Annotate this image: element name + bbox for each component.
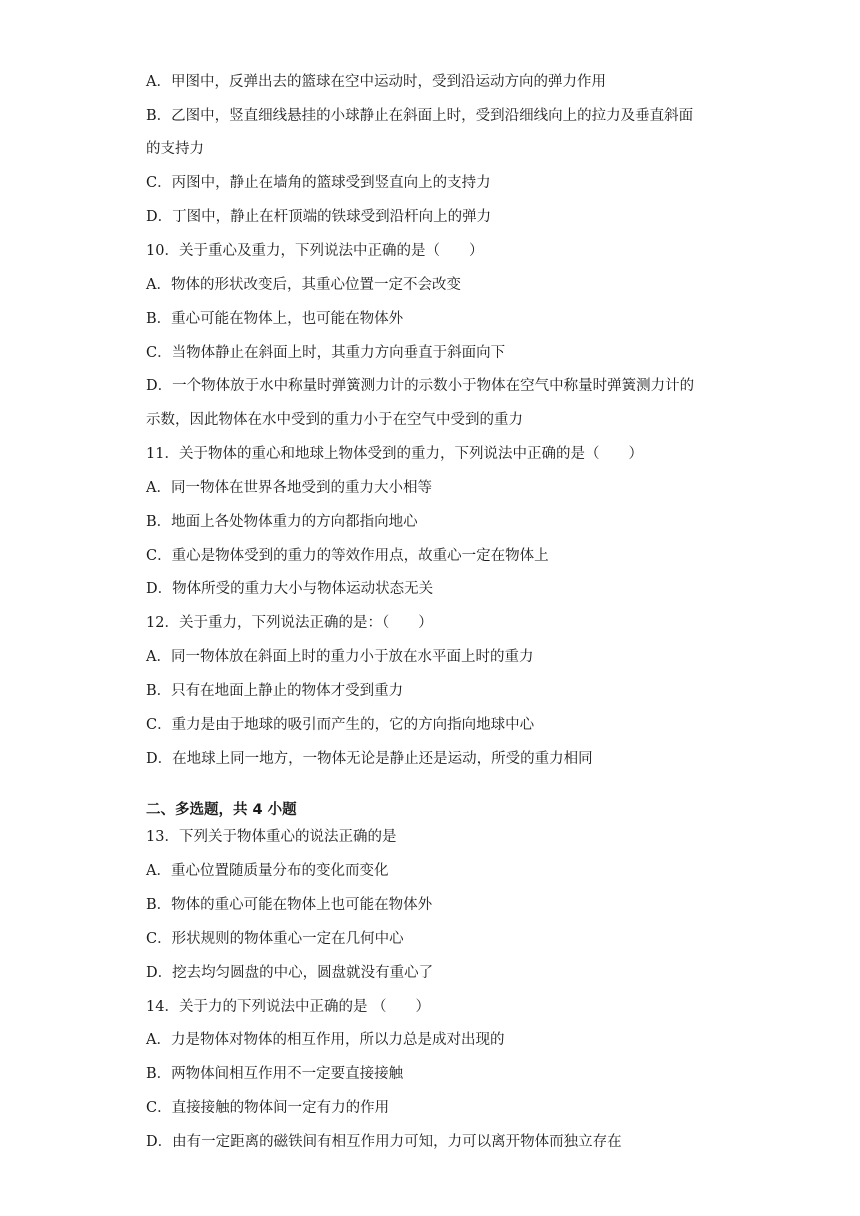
option-12d: D．在地球上同一地方，一物体无论是静止还是运动，所受的重力相同: [146, 751, 593, 767]
option-11d: D．物体所受的重力大小与物体运动状态无关: [146, 581, 434, 597]
option-9c: C．丙图中，静止在墙角的篮球受到竖直向上的支持力: [146, 175, 491, 191]
option-13d: D．挖去均匀圆盘的中心，圆盘就没有重心了: [146, 965, 434, 981]
option-11a: A．同一物体在世界各地受到的重力大小相等: [146, 480, 432, 496]
question-14: 14．关于力的下列说法中正确的是 （ ）: [146, 999, 431, 1015]
option-14d: D．由有一定距离的磁铁间有相互作用力可知，力可以离开物体而独立存在: [146, 1134, 622, 1150]
question-11: 11．关于物体的重心和地球上物体受到的重力，下列说法中正确的是（ ）: [146, 446, 643, 462]
option-13b: B．物体的重心可能在物体上也可能在物体外: [146, 897, 433, 913]
option-9d: D．丁图中，静止在杆顶端的铁球受到沿杆向上的弹力: [146, 209, 492, 225]
option-11c: C．重心是物体受到的重力的等效作用点，故重心一定在物体上: [146, 548, 549, 564]
option-10c: C．当物体静止在斜面上时，其重力方向垂直于斜面向下: [146, 345, 506, 361]
question-10: 10．关于重心及重力，下列说法中正确的是（ ）: [146, 243, 484, 259]
option-11b: B．地面上各处物体重力的方向都指向地心: [146, 514, 418, 530]
option-10d: D．一个物体放于水中称量时弹簧测力计的示数小于物体在空气中称量时弹簧测力计的: [146, 378, 695, 394]
option-14a: A．力是物体对物体的相互作用，所以力总是成对出现的: [146, 1032, 505, 1048]
option-10d-cont: 示数，因此物体在水中受到的重力小于在空气中受到的重力: [146, 412, 523, 428]
option-9a: A．甲图中，反弹出去的篮球在空中运动时，受到沿运动方向的弹力作用: [146, 74, 606, 90]
question-12: 12．关于重力，下列说法正确的是：（ ）: [146, 615, 433, 631]
section-title: 二、多选题，共 4 小题: [146, 802, 297, 818]
option-12c: C．重力是由于地球的吸引而产生的，它的方向指向地球中心: [146, 717, 535, 733]
option-9b: B．乙图中，竖直细线悬挂的小球静止在斜面上时，受到沿细线向上的拉力及垂直斜面: [146, 108, 694, 124]
option-13a: A．重心位置随质量分布的变化而变化: [146, 863, 389, 879]
option-12b: B．只有在地面上静止的物体才受到重力: [146, 683, 404, 699]
option-10b: B．重心可能在物体上，也可能在物体外: [146, 311, 404, 327]
option-9b-cont: 的支持力: [146, 141, 204, 157]
option-14b: B．两物体间相互作用不一定要直接接触: [146, 1066, 404, 1082]
option-14c: C．直接接触的物体间一定有力的作用: [146, 1100, 390, 1116]
question-13: 13．下列关于物体重心的说法正确的是: [146, 829, 397, 845]
option-10a: A．物体的形状改变后，其重心位置一定不会改变: [146, 277, 461, 293]
option-12a: A．同一物体放在斜面上时的重力小于放在水平面上时的重力: [146, 649, 534, 665]
option-13c: C．形状规则的物体重心一定在几何中心: [146, 931, 404, 947]
